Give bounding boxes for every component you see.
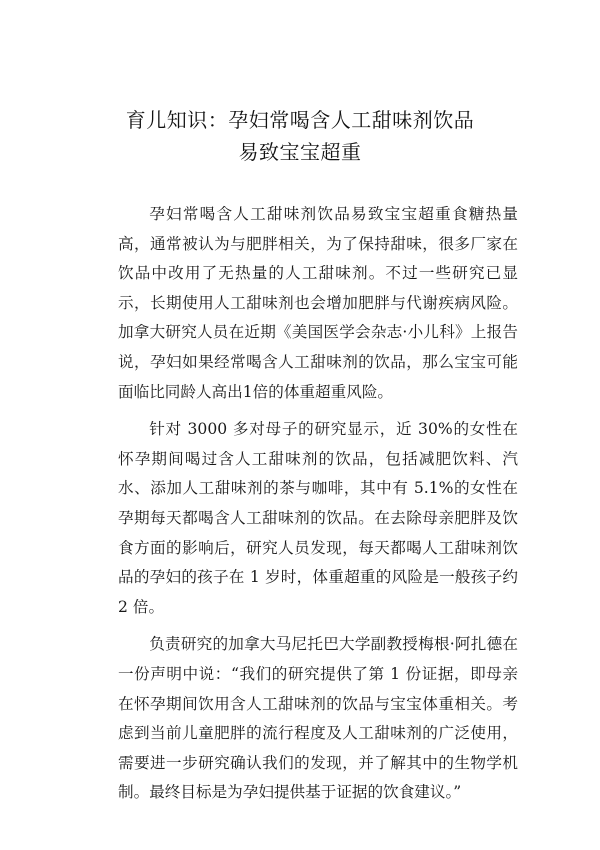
title-line-1: 育儿知识：孕妇常喝含人工甜味剂饮品 [125,108,475,132]
paragraph-3: 负责研究的加拿大马尼托巴大学副教授梅根·阿扎德在一份声明中说：“我们的研究提供了第 1 份证据，即母亲在怀孕期间饮用含人工甜味剂的饮品与宝宝体重相关。考虑到当前儿童肥胖的流行程度及人工甜味剂的广泛使用，需要进一步研究确认我们的发现，并了解其中的生物学机制。最终目标是为孕妇提供基于证据的饮食建议。” [118,635,518,802]
title-line-2: 易致宝宝超重 [238,140,362,164]
paragraph-1: 孕妇常喝含人工甜味剂饮品易致宝宝超重食糖热量高，通常被认为与肥胖相关，为了保持甜味，很多厂家在饮品中改用了无热量的人工甜味剂。不过一些研究已显示，长期使用人工甜味剂也会增加肥胖与代谢疾病风险。加拿大研究人员在近期《美国医学会杂志·小儿科》上报告说，孕妇如果经常喝含人工甜味剂的饮品，那么宝宝可能面临比同龄人高出1倍的体重超重风险。 [118,205,518,401]
paragraph-2: 针对 3000 多对母子的研究显示，近 30%的女性在怀孕期间喝过含人工甜味剂的饮品，包括减肥饮料、汽水、添加人工甜味剂的茶与咖啡，其中有 5.1%的女性在孕期每天都喝含人工甜味剂的饮品。在去除母亲肥胖及饮食方面的影响后，研究人员发现，每天都喝人工甜味剂饮品的孕妇的孩子在 1 岁时，体重超重的风险是一般孩子约 2 倍。 [118,420,518,616]
article-title [0,104,600,168]
article-body [118,200,518,816]
